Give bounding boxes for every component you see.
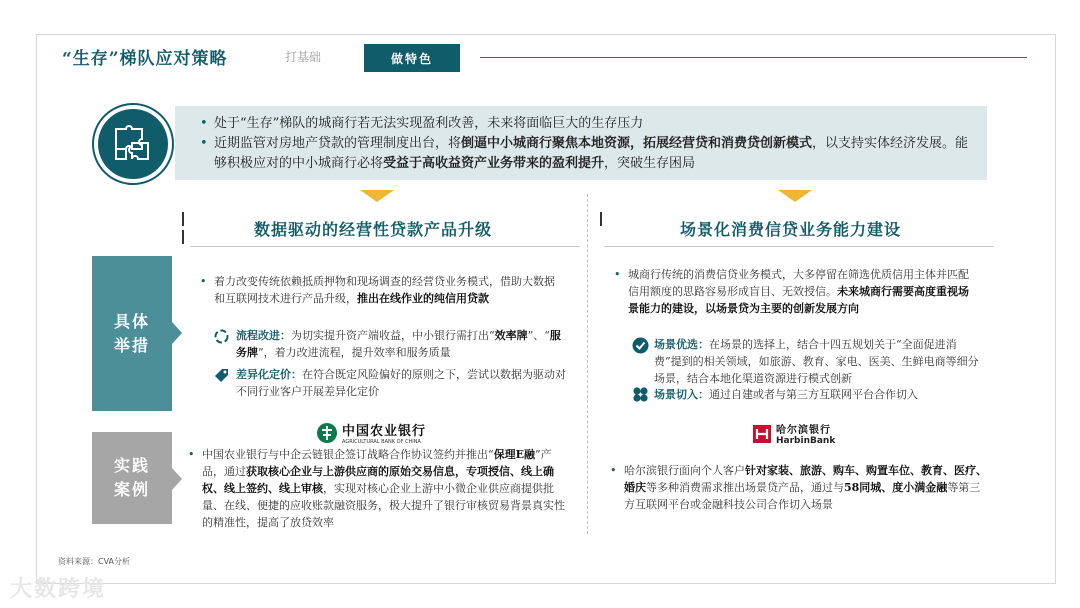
puzzle-icon: [92, 103, 174, 185]
side-arrow-1: [172, 322, 182, 344]
tab-foundation[interactable]: 打基础: [285, 50, 322, 64]
process-cycle-icon: [213, 328, 230, 345]
watermark: 大数跨境: [10, 577, 107, 602]
clover-icon: [632, 386, 649, 403]
right-sub2: 场景切入：通过自建或者与第三方互联网平台合作切入: [654, 388, 918, 401]
abc-emblem-icon: [316, 422, 338, 444]
left-sub2: 差异化定价：在符合既定风险偏好的原则之下，尝试以数据为驱动对不同行业客户开展差异化定价: [236, 368, 566, 398]
harbin-bank-logo: 哈尔滨银行 HarbinBank: [752, 421, 835, 446]
harbin-emblem-icon: [752, 424, 772, 444]
banner-point-2: • 近期监管对房地产贷款的管理制度出台，将倒逼中小城商行聚焦本地资源，拓展经营贷和消费贷创新模式，以支持实体经济发展。能够积极应对的中小城商行必将受益于高收益资产业务带来的盈利提升，突破生存困局: [200, 134, 980, 174]
right-case-text: • 哈尔滨银行面向个人客户针对家装、旅游、购车、购置车位、教育、医疗、婚庆等多种消费需求推出场景贷产品，通过与58同城、度小满金融等第三方互联网平台或金融科技公司合作切入场景: [610, 462, 988, 513]
right-heading-underline: [604, 246, 994, 247]
abc-logo: 中国农业银行 AGRICULTURAL BANK OF CHINA: [316, 420, 426, 445]
side-label-measures: 具体举措: [92, 256, 172, 411]
side-label-cases: 实践案例: [92, 432, 172, 524]
down-arrow-right: [778, 190, 812, 202]
left-heading-bar: [182, 212, 184, 226]
down-arrow-left: [360, 190, 394, 202]
banner-point-1: • 处于“生存”梯队的城商行若无法实现盈利改善，未来将面临巨大的生存压力: [200, 114, 980, 134]
left-measure-text: • 着力改变传统依赖抵质押物和现场调查的经营贷业务模式，借助大数据和互联网技术进行产品升级，推出在线作业的纯信用贷款: [200, 273, 560, 307]
check-circle-icon: [632, 337, 649, 354]
page-title: “生存”梯队应对策略: [62, 49, 228, 69]
column-divider: [587, 194, 588, 534]
tab-specialty[interactable]: 做特色: [364, 44, 460, 72]
price-tag-icon: [213, 367, 230, 384]
right-heading: 场景化消费信贷业务能力建设: [680, 220, 902, 239]
left-case-text: • 中国农业银行与中企云链银企签订战略合作协议签约并推出“保理E融”产品，通过获取核心企业与上游供应商的原始交易信息，专项授信、线上确权、线上签约、线上审核，实现对核心企业上游中小微企业供应商提供批量、在线、便捷的应收账款融资服务，极大提升了银行审核贸易背景真实性的精准性，提高了放贷效率: [188, 446, 566, 531]
left-heading-underline: [190, 246, 580, 247]
left-heading-bar-2: [182, 230, 184, 244]
source-note: 资料来源：CVA分析: [58, 557, 131, 566]
left-heading: 数据驱动的经营性贷款产品升级: [254, 220, 493, 239]
right-heading-bar: [600, 212, 602, 226]
left-sub1: 流程改进：为切实提升资产端收益，中小银行需打出“效率牌”、“服务牌”，着力改进流程，提升效率和服务质量: [236, 329, 561, 359]
side-arrow-2: [172, 468, 182, 490]
right-measure-text: • 城商行传统的消费信贷业务模式，大多停留在筛选优质信用主体并匹配信用额度的思路容易形成盲目、无效授信。未来城商行需要高度重视场景能力的建设，以场景贷为主要的创新发展方向: [614, 266, 974, 317]
right-sub1: 场景优选：在场景的选择上，结合十四五规划关于“全面促进消费”提到的相关领域，如旅游、教育、家电、医美、生鲜电商等细分场景，结合本地化渠道资源进行模式创新: [654, 338, 979, 385]
banner-text: [200, 114, 980, 174]
header-divider: [480, 57, 1027, 58]
